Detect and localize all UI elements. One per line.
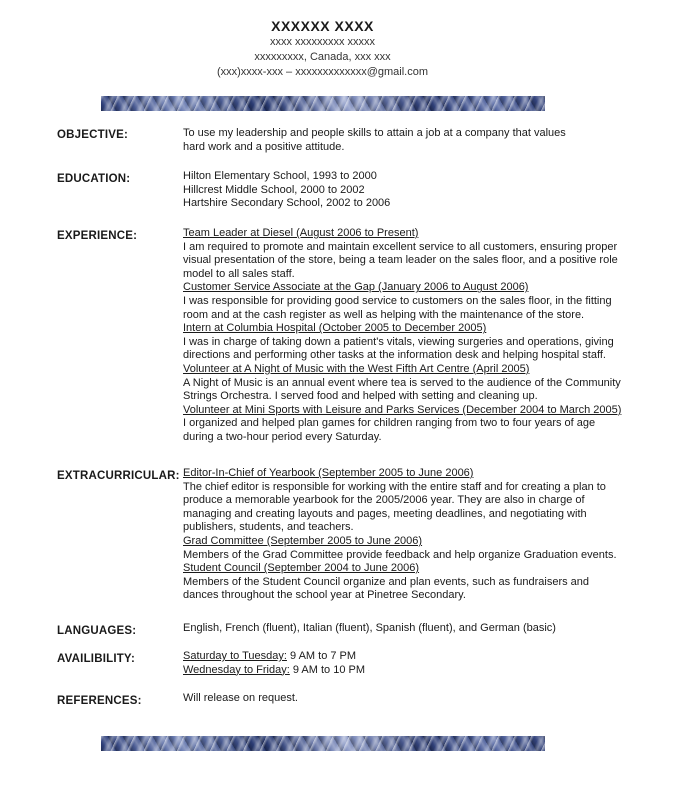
text-line: during a two-hour period every Saturday. <box>183 430 382 443</box>
entry-title: Intern at Columbia Hospital (October 2005 to December 2005) <box>183 322 487 335</box>
text-line: hard work and a positive attitude. <box>183 140 345 153</box>
section-label: EXPERIENCE: <box>57 230 138 242</box>
text-line: directions and performing other tasks at the information desk and helping hospital staff. <box>183 349 606 362</box>
decorative-banner-top <box>101 96 545 111</box>
text-line: I was in charge of taking down a patient's vitals, viewing surgeries and operations, giving <box>183 335 614 348</box>
availability-hours: 9 AM to 10 PM <box>289 663 365 676</box>
applicant-name: XXXXXX XXXX <box>271 18 374 34</box>
address-line-1: xxxx xxxxxxxxx xxxxx <box>269 36 376 48</box>
entry-title: Team Leader at Diesel (August 2006 to Present) <box>183 227 419 239</box>
text-line: I am required to promote and maintain excellent service to all customers, ensuring proper <box>183 240 618 253</box>
text-line: Members of the Student Council organize and plan events, such as fundraisers and <box>183 575 590 588</box>
section-content <box>183 622 583 636</box>
availability-row <box>183 664 583 678</box>
entry-title: Volunteer at A Night of Music with the West Fifth Art Centre (April 2005) <box>183 362 530 375</box>
text-line: managing and creating layouts and pages, meeting deadlines, and negotiating with <box>183 507 587 520</box>
address-line-2: xxxxxxxxx, Canada, xxx xxx <box>254 51 391 63</box>
entry-title: Grad Committee (September 2005 to June 2006) <box>183 534 423 547</box>
text-line: The chief editor is responsible for working with the entire staff and for creating a plan to <box>183 480 606 493</box>
text-line: I was responsible for providing good service to customers on the sales floor, in the fitting <box>183 294 612 307</box>
entry-title: Student Council (September 2004 to June 2006) <box>183 562 420 575</box>
contact-line: (xxx)xxxx-xxx – xxxxxxxxxxxxx@gmail.com <box>216 66 428 78</box>
text-line: Strings Orchestra. I served food and helped with setting and cleaning up. <box>183 390 538 403</box>
text-line: English, French (fluent), Italian (fluent), Spanish (fluent), and German (basic) <box>183 622 556 634</box>
section-label: EDUCATION: <box>57 173 131 185</box>
list-item: Hartshire Secondary School, 2002 to 2006 <box>183 197 391 210</box>
list-item: Hilton Elementary School, 1993 to 2000 <box>183 170 377 182</box>
section-content <box>183 692 583 706</box>
text-line: I organized and helped plan games for children ranging from two to four years of age <box>183 417 596 430</box>
text-line: Members of the Grad Committee provide feedback and help organize Graduation events. <box>183 548 617 561</box>
text-line: room and at the cash register as well as helping with the maintenance of the store. <box>183 308 585 321</box>
availability-days: Saturday to Tuesday: <box>183 650 287 662</box>
entry-title: Editor-In-Chief of Yearbook (September 2005 to June 2006) <box>183 467 474 479</box>
list-item: Hillcrest Middle School, 2000 to 2002 <box>183 183 365 196</box>
section-label: EXTRACURRICULAR: <box>57 470 180 482</box>
entry-title: Volunteer at Mini Sports with Leisure and Parks Services (December 2004 to March 2005) <box>183 403 622 416</box>
section-content <box>183 170 583 211</box>
availability-row <box>183 650 583 664</box>
section-content <box>183 127 583 154</box>
text-line: publishers, students, and teachers. <box>183 521 354 534</box>
availability-days: Wednesday to Friday: <box>183 663 290 676</box>
text-line: produce a memorable yearbook for the 2005/2006 year. They are also in charge of <box>183 494 585 507</box>
section-label: LANGUAGES: <box>57 625 137 637</box>
text-line: model to all sales staff. <box>183 267 295 280</box>
section-content <box>183 227 622 445</box>
text-line: To use my leadership and people skills to attain a job at a company that values <box>183 127 566 139</box>
text-line: dances throughout the school year at Pinetree Secondary. <box>183 589 466 602</box>
section-content <box>183 650 583 677</box>
section-label: AVAILIBILITY: <box>57 653 135 665</box>
text-line: visual presentation of the store, being a team leader on the sales floor, and a positive role <box>183 254 618 267</box>
entry-title: Customer Service Associate at the Gap (January 2006 to August 2006) <box>183 281 529 294</box>
section-label: OBJECTIVE: <box>57 129 129 141</box>
text-line: Will release on request. <box>183 692 298 704</box>
availability-hours: 9 AM to 7 PM <box>286 650 357 662</box>
decorative-banner-bottom <box>101 736 545 751</box>
section-label: REFERENCES: <box>57 695 142 707</box>
text-line: A Night of Music is an annual event where tea is served to the audience of the Community <box>183 376 621 389</box>
resume-header <box>0 18 645 80</box>
section-content <box>183 467 617 603</box>
